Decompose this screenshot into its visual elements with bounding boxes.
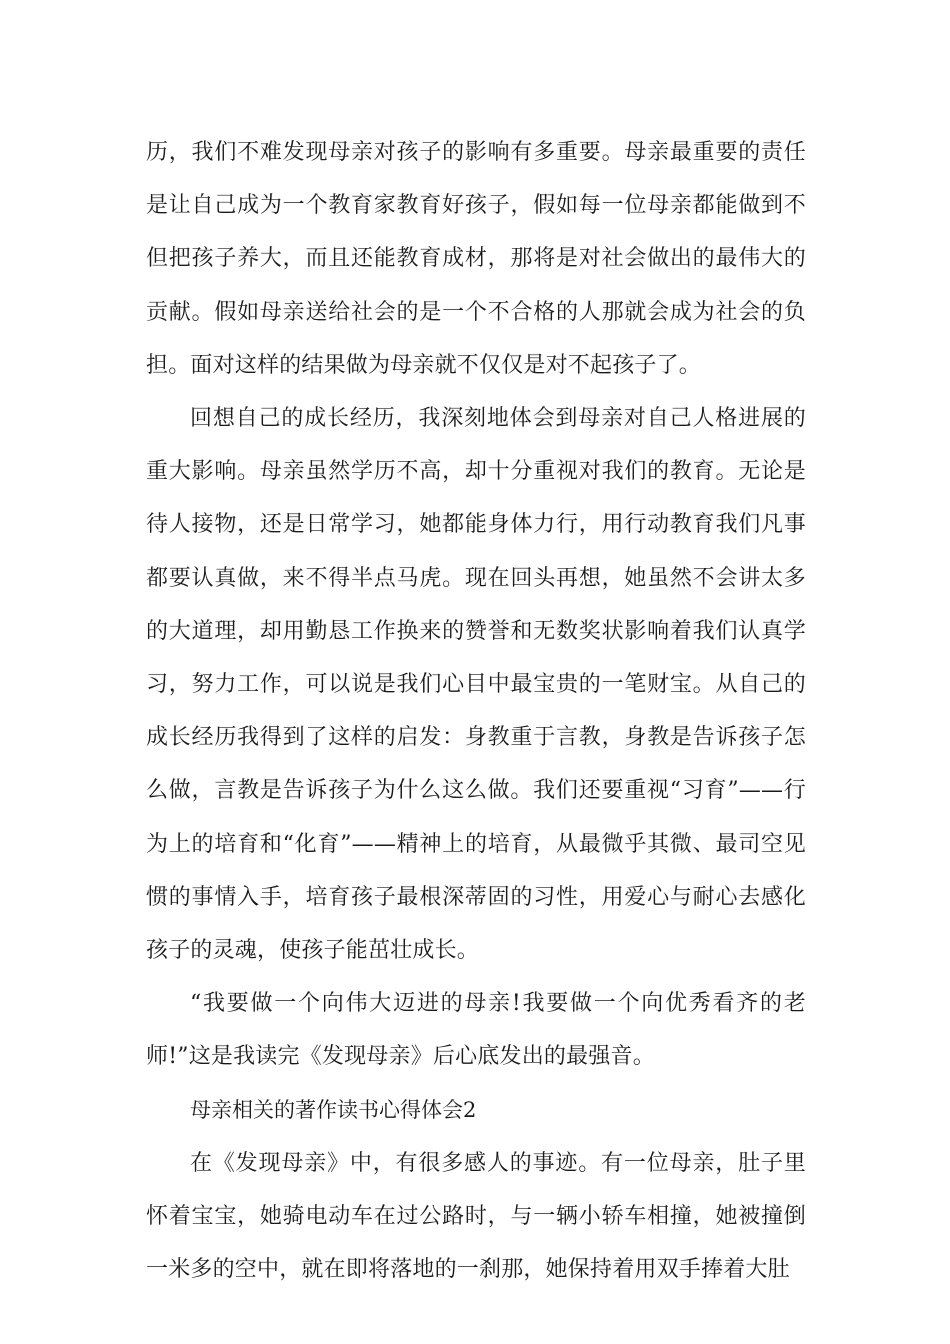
paragraph-strong-voice: “我要做一个向伟大迈进的母亲!我要做一个向优秀看齐的老师!”这是我读完《发现母亲》后心底发出的最强音。 — [146, 991, 806, 1070]
paragraph-touching-stories: 在《发现母亲》中，有很多感人的事迹。有一位母亲，肚子里怀着宝宝，她骑电动车在过公路时，与一辆小轿车相撞，她被撞倒一米多的空中，就在即将落地的一刹那，她保持着用双手捧着大肚 — [146, 1150, 806, 1283]
document-page — [146, 126, 806, 1296]
paragraph-continued: 历，我们不难发现母亲对孩子的影响有多重要。母亲最重要的责任是让自己成为一个教育家教育好孩子，假如每一位母亲都能做到不但把孩子养大，而且还能教育成材，那将是对社会做出的最伟大的贡献。假如母亲送给社会的是一个不合格的人那就会成为社会的负担。面对这样的结果做为母亲就不仅仅是对不起孩子了。 — [146, 140, 806, 378]
section-title: 母亲相关的著作读书心得体会2 — [190, 1097, 477, 1122]
paragraph-growth-experience: 回想自己的成长经历，我深刻地体会到母亲对自己人格进展的重大影响。母亲虽然学历不高，却十分重视对我们的教育。无论是待人接物，还是日常学习，她都能身体力行，用行动教育我们凡事都要认真做，来不得半点马虎。现在回头再想，她虽然不会讲太多的大道理，却用勤恳工作换来的赞誉和无数奖状影响着我们认真学习，努力工作，可以说是我们心目中最宝贵的一笔财宝。从自己的成长经历我得到了这样的启发：身教重于言教，身教是告诉孩子怎么做，言教是告诉孩子为什么这么做。我们还要重视“习育”——行为上的培育和“化育”——精神上的培育，从最微乎其微、最司空见惯的事情入手，培育孩子最根深蒂固的习性，用爱心与耐心去感化孩子的灵魂，使孩子能茁壮成长。 — [146, 406, 806, 964]
